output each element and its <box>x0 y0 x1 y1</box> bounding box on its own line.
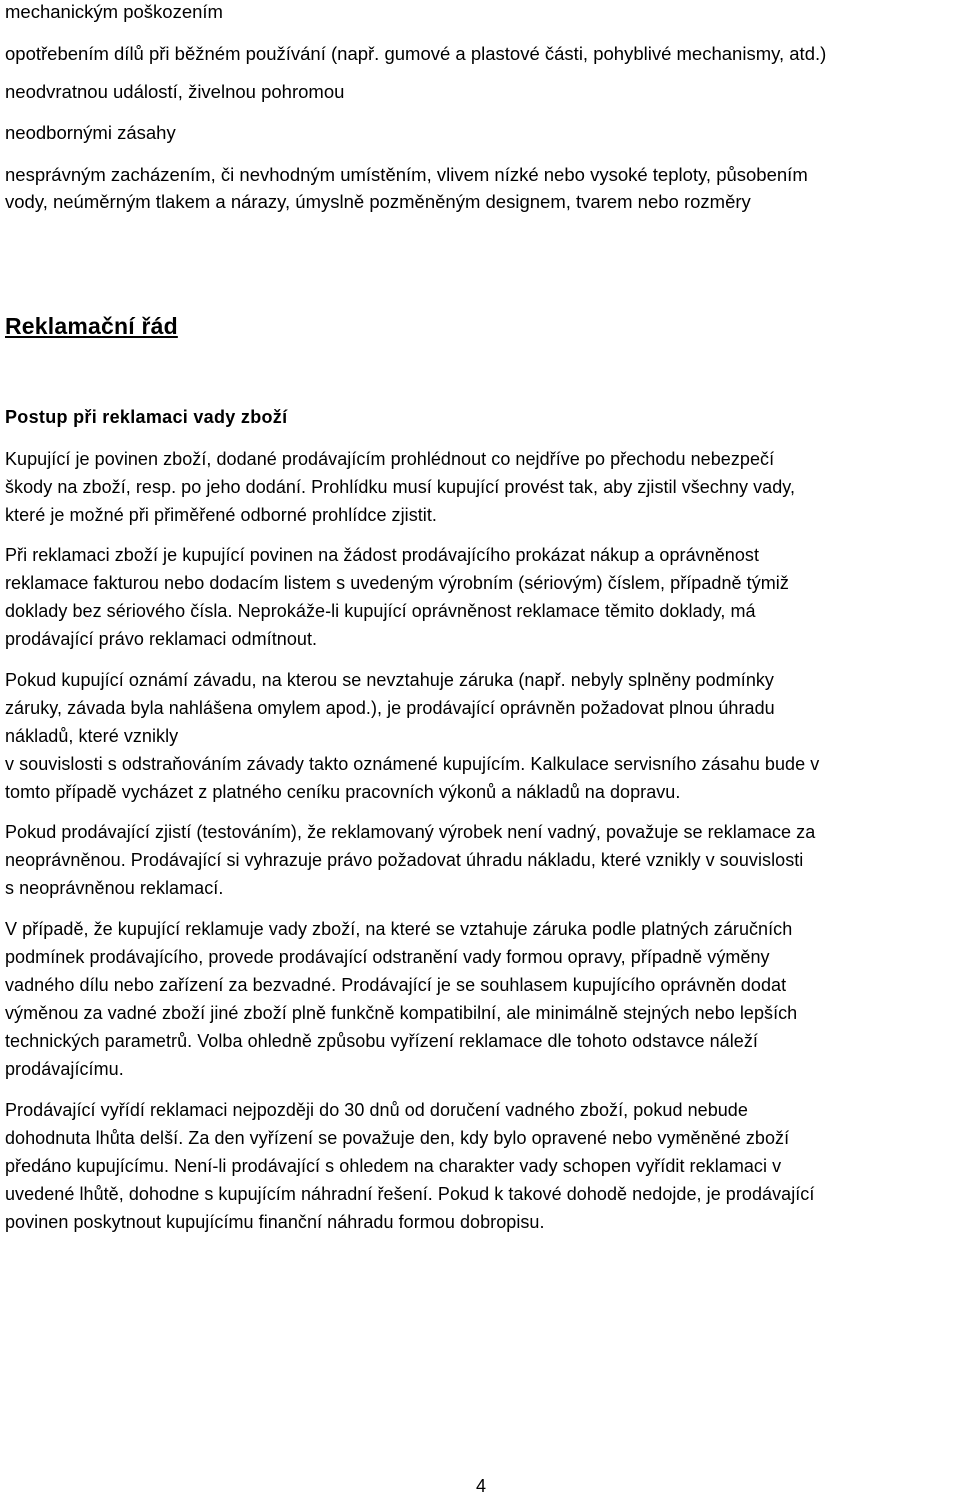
paragraph-line: předáno kupujícímu. Není-li prodávající s ohledem na charakter vady schopen vyřídit reklamaci v <box>5 1156 782 1176</box>
paragraph-line: doklady bez sériového čísla. Neprokáže-li kupující oprávněnost reklamace těmito doklady, má <box>5 601 756 621</box>
paragraph-line: neoprávněnou. Prodávající si vyhrazuje právo požadovat úhradu nákladu, které vznikly v souvislosti <box>5 850 804 870</box>
paragraph-line: uvedené lhůtě, dohodne s kupujícím náhradní řešení. Pokud k takové dohodě nedojde, je prodávající <box>5 1184 815 1204</box>
list-item: neodbornými zásahy <box>5 122 176 143</box>
paragraph-line: s neoprávněnou reklamací. <box>5 878 224 898</box>
paragraph <box>5 915 960 1083</box>
paragraph-line: Kupující je povinen zboží, dodané prodávajícím prohlédnout co nejdříve po přechodu nebezpečí <box>5 449 775 469</box>
paragraph-line: prodávající právo reklamaci odmítnout. <box>5 629 318 649</box>
paragraph <box>5 1096 960 1236</box>
paragraph-line: dohodnuta lhůta delší. Za den vyřízení se považuje den, kdy bylo opravené nebo vyměněné zboží <box>5 1128 790 1148</box>
paragraph-line: Prodávající vyřídí reklamaci nejpozději do 30 dnů od doručení vadného zboží, pokud nebude <box>5 1100 748 1120</box>
paragraph-line: Pokud prodávající zjistí (testováním), že reklamovaný výrobek není vadný, považuje se reklamace za <box>5 822 816 842</box>
section-title: Reklamační řád <box>5 313 178 339</box>
paragraph-line: V případě, že kupující reklamuje vady zboží, na které se vztahuje záruka podle platných záručních <box>5 919 793 939</box>
list-item: opotřebením dílů při běžném používání (např. gumové a plastové části, pohyblivé mechanismy, atd.) <box>5 43 827 64</box>
paragraph-line: podmínek prodávajícího, provede prodávající odstranění vady formou opravy, případně výměny <box>5 947 770 967</box>
list-item: nesprávným zacházením, či nevhodným umístěním, vlivem nízké nebo vysoké teploty, působením <box>5 164 808 185</box>
paragraph-line: technických parametrů. Volba ohledně způsobu vyřízení reklamace dle tohoto odstavce náleží <box>5 1031 758 1051</box>
paragraph-line: nákladů, které vznikly <box>5 726 179 746</box>
paragraph-line: tomto případě vycházet z platného ceníku pracovních výkonů a nákladů na dopravu. <box>5 782 681 802</box>
paragraph-line: prodávajícímu. <box>5 1059 124 1079</box>
paragraph-line: povinen poskytnout kupujícímu finanční náhradu formou dobropisu. <box>5 1212 545 1232</box>
paragraph-line: škody na zboží, resp. po jeho dodání. Prohlídku musí kupující provést tak, aby zjistil všechny vady, <box>5 477 796 497</box>
paragraph <box>5 818 960 902</box>
paragraph-line: Při reklamaci zboží je kupující povinen na žádost prodávajícího prokázat nákup a oprávněnost <box>5 545 760 565</box>
paragraph <box>5 445 960 529</box>
paragraph-line: výměnou za vadné zboží jiné zboží plně funkčně kompatibilní, ale minimálně stejných nebo lepších <box>5 1003 798 1023</box>
paragraph-line: vadného dílu nebo zařízení za bezvadné. Prodávající je se souhlasem kupujícího oprávněn dodat <box>5 975 787 995</box>
list-item: vody, neúměrným tlakem a nárazy, úmyslně pozměněným designem, tvarem nebo rozměry <box>5 191 751 212</box>
paragraph-line: v souvislosti s odstraňováním závady takto oznámené kupujícím. Kalkulace servisního zásahu bude v <box>5 754 820 774</box>
paragraph-line: Pokud kupující oznámí závadu, na kterou se nevztahuje záruka (např. nebyly splněny podmínky <box>5 670 774 690</box>
list-item: neodvratnou událostí, živelnou pohromou <box>5 81 345 102</box>
paragraph-line: reklamace fakturou nebo dodacím listem s uvedeným výrobním (sériovým) číslem, případně týmiž <box>5 573 789 593</box>
subheading: Postup při reklamaci vady zboží <box>5 407 288 427</box>
page-number: 4 <box>476 1476 487 1496</box>
list-item: mechanickým poškozením <box>5 1 223 22</box>
paragraph <box>5 666 960 806</box>
paragraph-line: které je možné při přiměřené odborné prohlídce zjistit. <box>5 505 437 525</box>
paragraph-line: záruky, závada byla nahlášena omylem apod.), je prodávající oprávněn požadovat plnou úhradu <box>5 698 775 718</box>
paragraph <box>5 541 960 653</box>
